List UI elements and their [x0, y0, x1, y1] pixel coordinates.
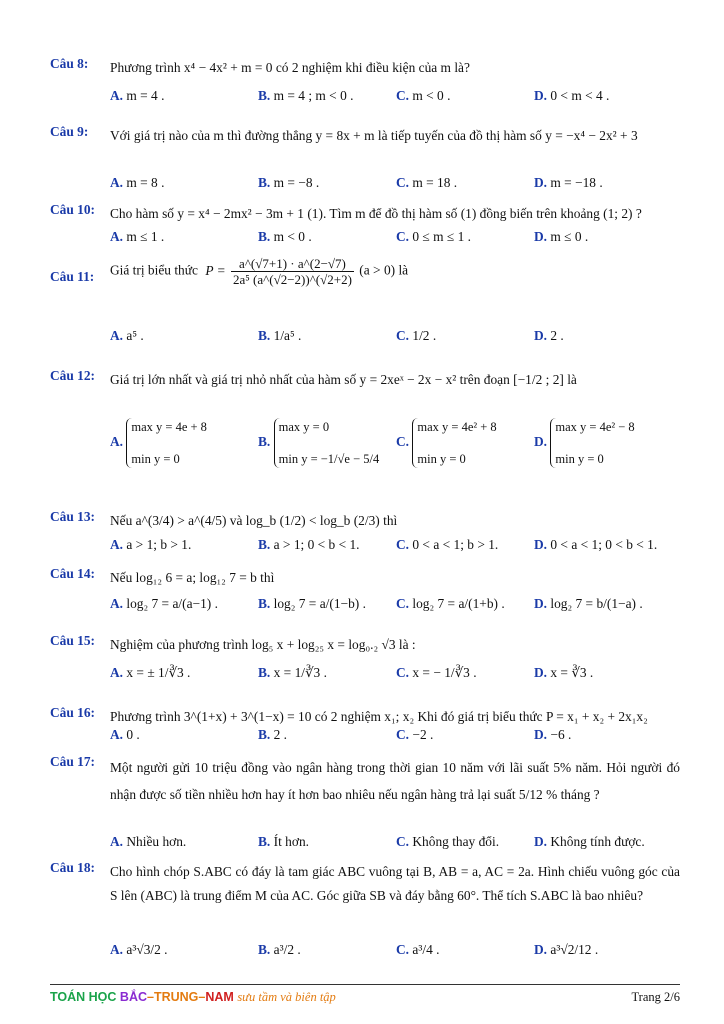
option-c[interactable]: C. m = 18 .: [396, 175, 458, 190]
page-footer: [50, 984, 680, 1004]
option-a[interactable]: A. max y = 4e + 8 min y = 0: [110, 420, 207, 466]
footer-brand: TOÁN HỌC BẮC–TRUNG–NAM sưu tầm và biên tập: [50, 990, 336, 1004]
page-number: Trang 2/6: [631, 990, 680, 1004]
option-b[interactable]: B. a > 1; 0 < b < 1.: [258, 537, 360, 552]
option-d[interactable]: D. a³√2/12 .: [534, 942, 599, 957]
question-label: Câu 9:: [50, 124, 89, 139]
option-d[interactable]: D. log₂ 7 = b/(1−a) .: [534, 596, 643, 611]
option-a[interactable]: A. a³√3/2 .: [110, 942, 168, 957]
option-c[interactable]: C. x = − 1/∛3 .: [396, 665, 477, 680]
option-d[interactable]: D. max y = 4e² − 8 min y = 0: [534, 420, 635, 466]
expression-condition: (a > 0) là: [359, 262, 409, 278]
option-a[interactable]: A. x = ± 1/∛3 .: [110, 665, 191, 680]
option-b[interactable]: B. m = −8 .: [258, 175, 320, 190]
option-d[interactable]: D. 2 .: [534, 328, 564, 343]
question-14: [50, 566, 680, 624]
question-text: Giá trị lớn nhất và giá trị nhỏ nhất của hàm số y = 2xeˣ − 2x − x² trên đoạn [−1/2 ; 2] là: [110, 372, 577, 387]
option-c[interactable]: C. 0 < a < 1; b > 1.: [396, 537, 499, 552]
option-a[interactable]: A. Nhiều hơn.: [110, 834, 187, 849]
option-c[interactable]: C. −2 .: [396, 727, 434, 742]
option-b[interactable]: B. x = 1/∛3 .: [258, 665, 327, 680]
option-a[interactable]: A. m = 8 .: [110, 175, 165, 190]
option-a[interactable]: A. 0 .: [110, 727, 140, 742]
question-label: Câu 17:: [50, 754, 96, 769]
option-d[interactable]: D. m = −18 .: [534, 175, 603, 190]
option-a[interactable]: A. log₂ 7 = a/(a−1) .: [110, 596, 218, 611]
question-9: [50, 124, 680, 194]
option-b[interactable]: B. 1/a⁵ .: [258, 328, 302, 343]
question-label: Câu 18:: [50, 860, 96, 875]
option-b[interactable]: B. a³/2 .: [258, 942, 301, 957]
question-12: [50, 368, 680, 490]
question-label: Câu 12:: [50, 368, 96, 383]
question-text: Nghiệm của phương trình log₅ x + log₂₅ x = log₀.₂ √3 là :: [110, 637, 416, 652]
question-8: [50, 56, 680, 118]
option-b[interactable]: B. m = 4 ; m < 0 .: [258, 88, 354, 103]
expression-fraction: $\frac{a\^{}(√7+1) \cdot a\^{}(2-√7)}{\text{2a⁵ (a\textasciicircum{}(√2−2))\textasciicircum{}(√2+2)}}$: [233, 256, 352, 287]
question-label: Câu 11:: [50, 269, 95, 284]
option-a[interactable]: A. m ≤ 1 .: [110, 229, 165, 244]
question-text: Cho hàm số y = x⁴ − 2mx² − 3m + 1 (1). Tìm m để đồ thị hàm số (1) đồng biến trên khoảng (1; 2) ?: [110, 206, 642, 221]
option-d[interactable]: D. x = ∛3 .: [534, 665, 594, 680]
option-b[interactable]: B. max y = 0 min y = −1/√e − 5/4: [258, 420, 380, 466]
option-c[interactable]: C. 1/2 .: [396, 328, 437, 343]
option-d[interactable]: D. 0 < a < 1; 0 < b < 1.: [534, 537, 658, 552]
option-d[interactable]: D. Không tính được.: [534, 834, 645, 849]
question-text: Phương trình 3^(1+x) + 3^(1−x) = 10 có 2 nghiệm x₁; x₂ Khi đó giá trị biểu thức P = x₁ + x₂ + 2x₁x₂: [110, 709, 648, 724]
question-text: Nếu a^(3/4) > a^(4/5) và log_b (1/2) < log_b (2/3) thì: [110, 513, 398, 528]
option-b[interactable]: B. 2 .: [258, 727, 288, 742]
question-text: Với giá trị nào của m thì đường thẳng y = 8x + m là tiếp tuyến của đồ thị hàm số y = −x⁴ − 2x² + 3: [110, 128, 638, 143]
option-b[interactable]: B. log₂ 7 = a/(1−b) .: [258, 596, 366, 611]
option-d[interactable]: D. m ≤ 0 .: [534, 229, 589, 244]
question-text: Cho hình chóp S.ABC có đáy là tam giác ABC vuông tại B, AB = a, AC = 2a. Hình chiếu vuông góc của S lên (ABC) là trung điểm M của AC. Góc giữa SB và đáy bằng 60°. Thể tích S.ABC là bao nhiêu?: [110, 864, 680, 903]
option-a[interactable]: A. a⁵ .: [110, 328, 144, 343]
question-13: [50, 509, 680, 559]
option-c[interactable]: C. m < 0 .: [396, 88, 451, 103]
question-label: Câu 14:: [50, 566, 96, 581]
question-17: [50, 754, 680, 852]
question-15: [50, 633, 680, 695]
question-text: Giá trị biểu thức: [110, 262, 198, 278]
question-text: Phương trình x⁴ − 4x² + m = 0 có 2 nghiệm khi điều kiện của m là?: [110, 60, 470, 75]
option-c[interactable]: C. a³/4 .: [396, 942, 440, 957]
question-label: Câu 13:: [50, 509, 96, 524]
question-label: Câu 15:: [50, 633, 96, 648]
option-d[interactable]: D. 0 < m < 4 .: [534, 88, 610, 103]
option-b[interactable]: B. m < 0 .: [258, 229, 312, 244]
question-text: Nếu log₁₂ 6 = a; log₁₂ 7 = b thì: [110, 570, 275, 585]
option-c[interactable]: C. Không thay đổi.: [396, 834, 500, 849]
option-a[interactable]: A. m = 4 .: [110, 88, 165, 103]
question-label: Câu 10:: [50, 202, 96, 217]
question-11: Câu 11: Giá trị biểu thức P = $\frac{a\^{}(√7+1) \cdot a\^{}(2-√7)}{\text{2a⁵ (a\textasciicircum{}(√2−2))\textasciicircum{}(√2+2)}}$ (a > 0) là A. a⁵ . B. 1/a⁵ . C. 1/2 . D. 2 .: [50, 256, 564, 343]
option-d[interactable]: D. −6 .: [534, 727, 572, 742]
question-10: [50, 202, 680, 248]
question-label: Câu 16:: [50, 705, 96, 720]
option-c[interactable]: C. 0 ≤ m ≤ 1 .: [396, 229, 471, 244]
question-text: Một người gửi 10 triệu đồng vào ngân hàng trong thời gian 10 năm với lãi suất 5% năm. Hỏi người đó nhận được số tiền nhiều hơn hay ít hơn bao nhiêu nếu ngân hàng trả lại suất 5/12 % tháng ?: [110, 760, 680, 802]
option-c[interactable]: C. log₂ 7 = a/(1+b) .: [396, 596, 505, 611]
option-c[interactable]: C. max y = 4e² + 8 min y = 0: [396, 420, 497, 466]
question-18: [50, 860, 680, 970]
option-b[interactable]: B. Ít hơn.: [258, 834, 309, 849]
option-a[interactable]: A. a > 1; b > 1.: [110, 537, 192, 552]
question-16: [50, 705, 680, 747]
question-label: Câu 8:: [50, 56, 89, 71]
